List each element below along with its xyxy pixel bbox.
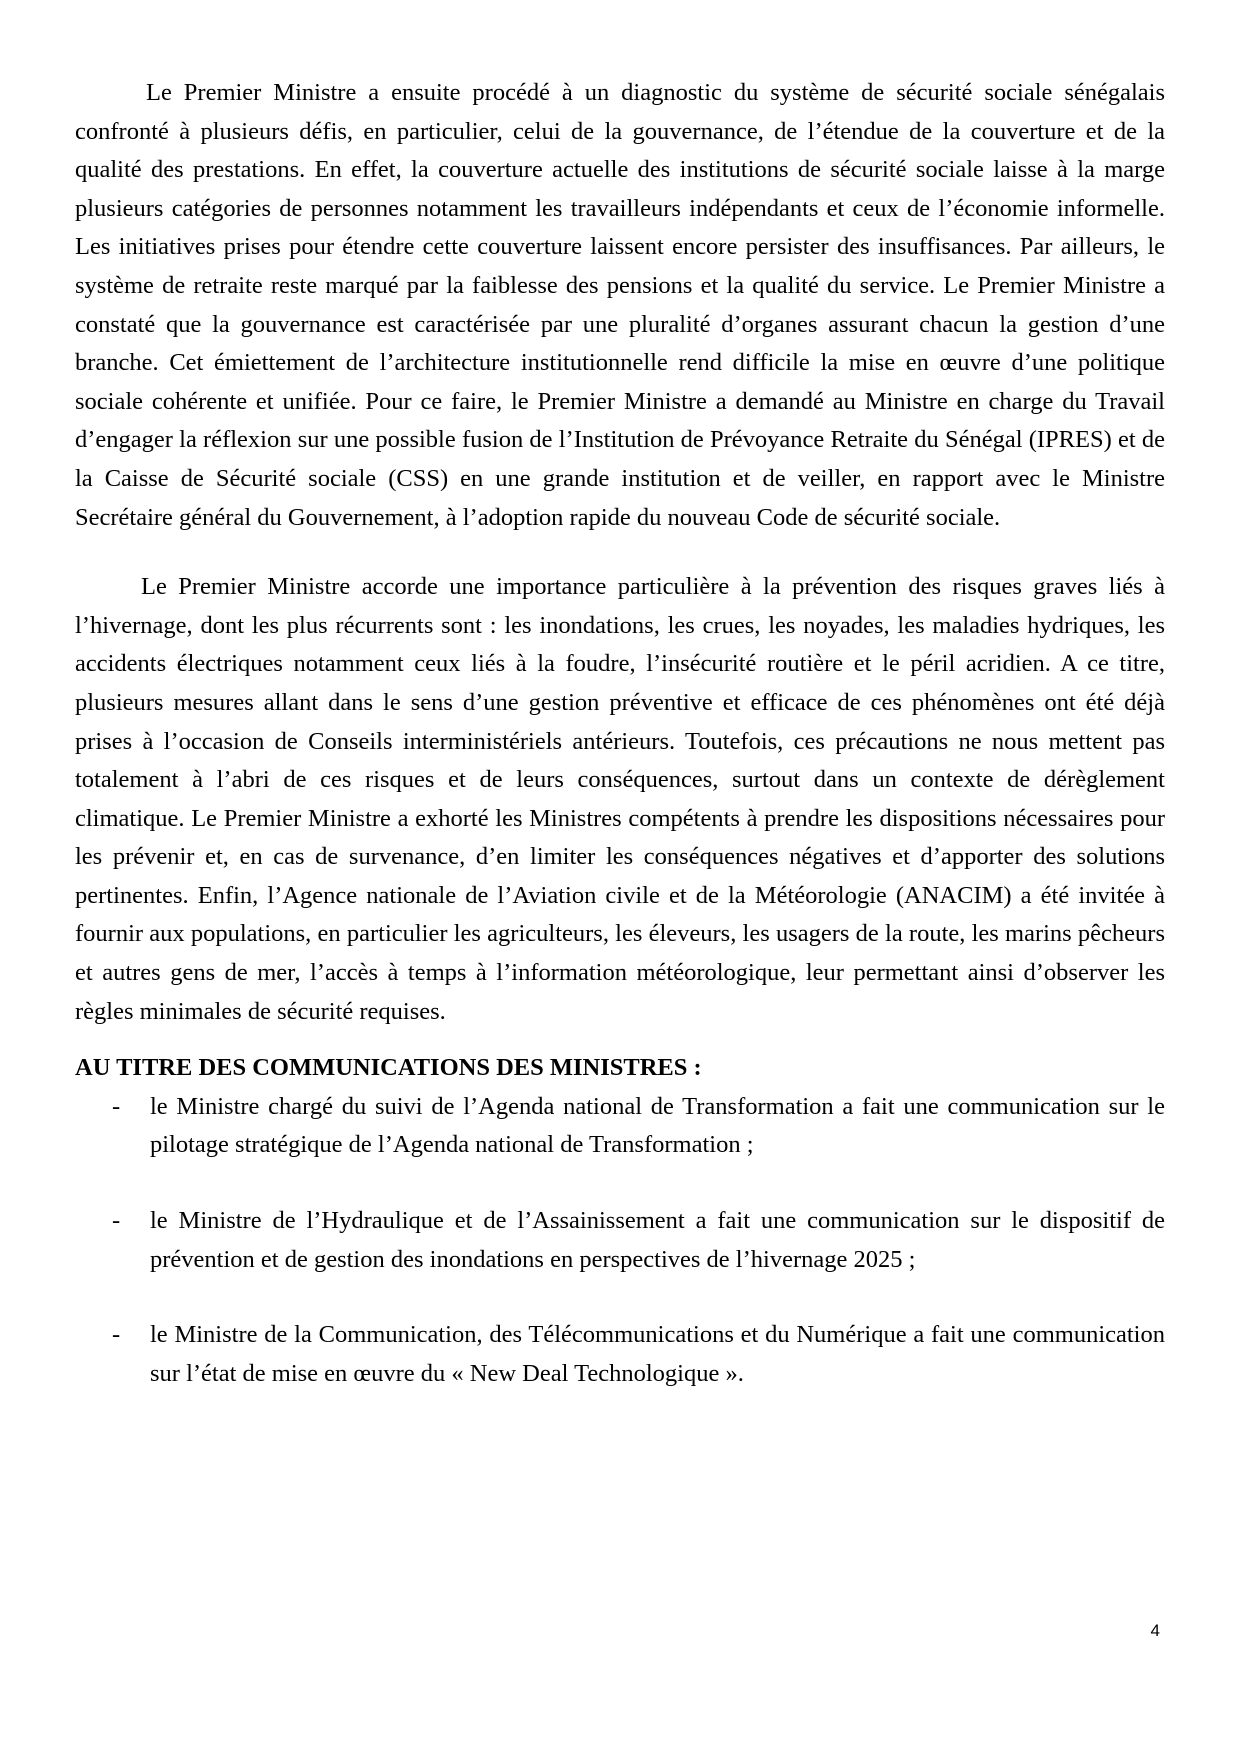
list-item bbox=[75, 1202, 1165, 1279]
list-item-text: le Ministre de la Communication, des Télécommunications et du Numérique a fait une communication sur l’état de mise en œuvre du « New Deal Technologique ». bbox=[150, 1321, 1165, 1387]
communications-list bbox=[75, 1088, 1165, 1394]
list-bullet: - bbox=[112, 1321, 121, 1349]
section-heading: AU TITRE DES COMMUNICATIONS DES MINISTRES : bbox=[75, 1054, 702, 1082]
list-bullet: - bbox=[112, 1207, 121, 1235]
page-number: 4 bbox=[1150, 1621, 1160, 1640]
list-item bbox=[75, 1088, 1165, 1165]
list-item-text: le Ministre chargé du suivi de l’Agenda national de Transformation a fait une communication sur le pilotage stratégique de l’Agenda national de Transformation ; bbox=[150, 1092, 1165, 1159]
list-item-text: le Ministre de l’Hydraulique et de l’Assainissement a fait une communication sur le dispositif de prévention et de gestion des inondations en perspectives de l’hivernage 2025 ; bbox=[150, 1207, 1165, 1273]
list-bullet: - bbox=[112, 1092, 121, 1120]
paragraph-social-security: Le Premier Ministre a ensuite procédé à un diagnostic du système de sécurité sociale sénégalais confronté à plusieurs défis, en particulier, celui de la gouvernance, de l’étendue de la couverture et de la qualité des prestations. En effet, la couverture actuelle des institutions de sécurité sociale laisse à la marge plusieurs catégories de personnes notamment les travailleurs indépendants et ceux de l’économie informelle. Les initiatives prises pour étendre cette couverture laissent encore persister des insuffisances. Par ailleurs, le système de retraite reste marqué par la faiblesse des pensions et la qualité du service. Le Premier Ministre a constaté que la gouvernance est caractérisée par une pluralité d’organes assurant chacun la gestion d’une branche. Cet émiettement de l’architecture institutionnelle rend difficile la mise en œuvre d’une politique sociale cohérente et unifiée. Pour ce faire, le Premier Ministre a demandé au Ministre en charge du Travail d’engager la réflexion sur une possible fusion de l’Institution de Prévoyance Retraite du Sénégal (IPRES) et de la Caisse de Sécurité sociale (CSS) en une grande institution et de veiller, en rapport avec le Ministre Secrétaire général du Gouvernement, à l’adoption rapide du nouveau Code de sécurité sociale. bbox=[75, 79, 1165, 531]
list-item bbox=[75, 1316, 1165, 1393]
paragraph-rainy-season-risks: Le Premier Ministre accorde une importance particulière à la prévention des risques graves liés à l’hivernage, dont les plus récurrents sont : les inondations, les crues, les noyades, les maladies hydriques, les accidents électriques notamment ceux liés à la foudre, l’insécurité routière et le péril acridien. A ce titre, plusieurs mesures allant dans le sens d’une gestion préventive et efficace de ces phénomènes ont été déjà prises à l’occasion de Conseils interministériels antérieurs. Toutefois, ces précautions ne nous mettent pas totalement à l’abri de ces risques et de leurs conséquences, surtout dans un contexte de dérèglement climatique. Le Premier Ministre a exhorté les Ministres compétents à prendre les dispositions nécessaires pour les prévenir et, en cas de survenance, d’en limiter les conséquences négatives et d’apporter des solutions pertinentes. Enfin, l’Agence nationale de l’Aviation civile et de la Météorologie (ANACIM) a été invitée à fournir aux populations, en particulier les agriculteurs, les éleveurs, les usagers de la route, les marins pêcheurs et autres gens de mer, l’accès à temps à l’information météorologique, leur permettant ainsi d’observer les règles minimales de sécurité requises. bbox=[75, 573, 1165, 1025]
document-page bbox=[75, 74, 1165, 1393]
